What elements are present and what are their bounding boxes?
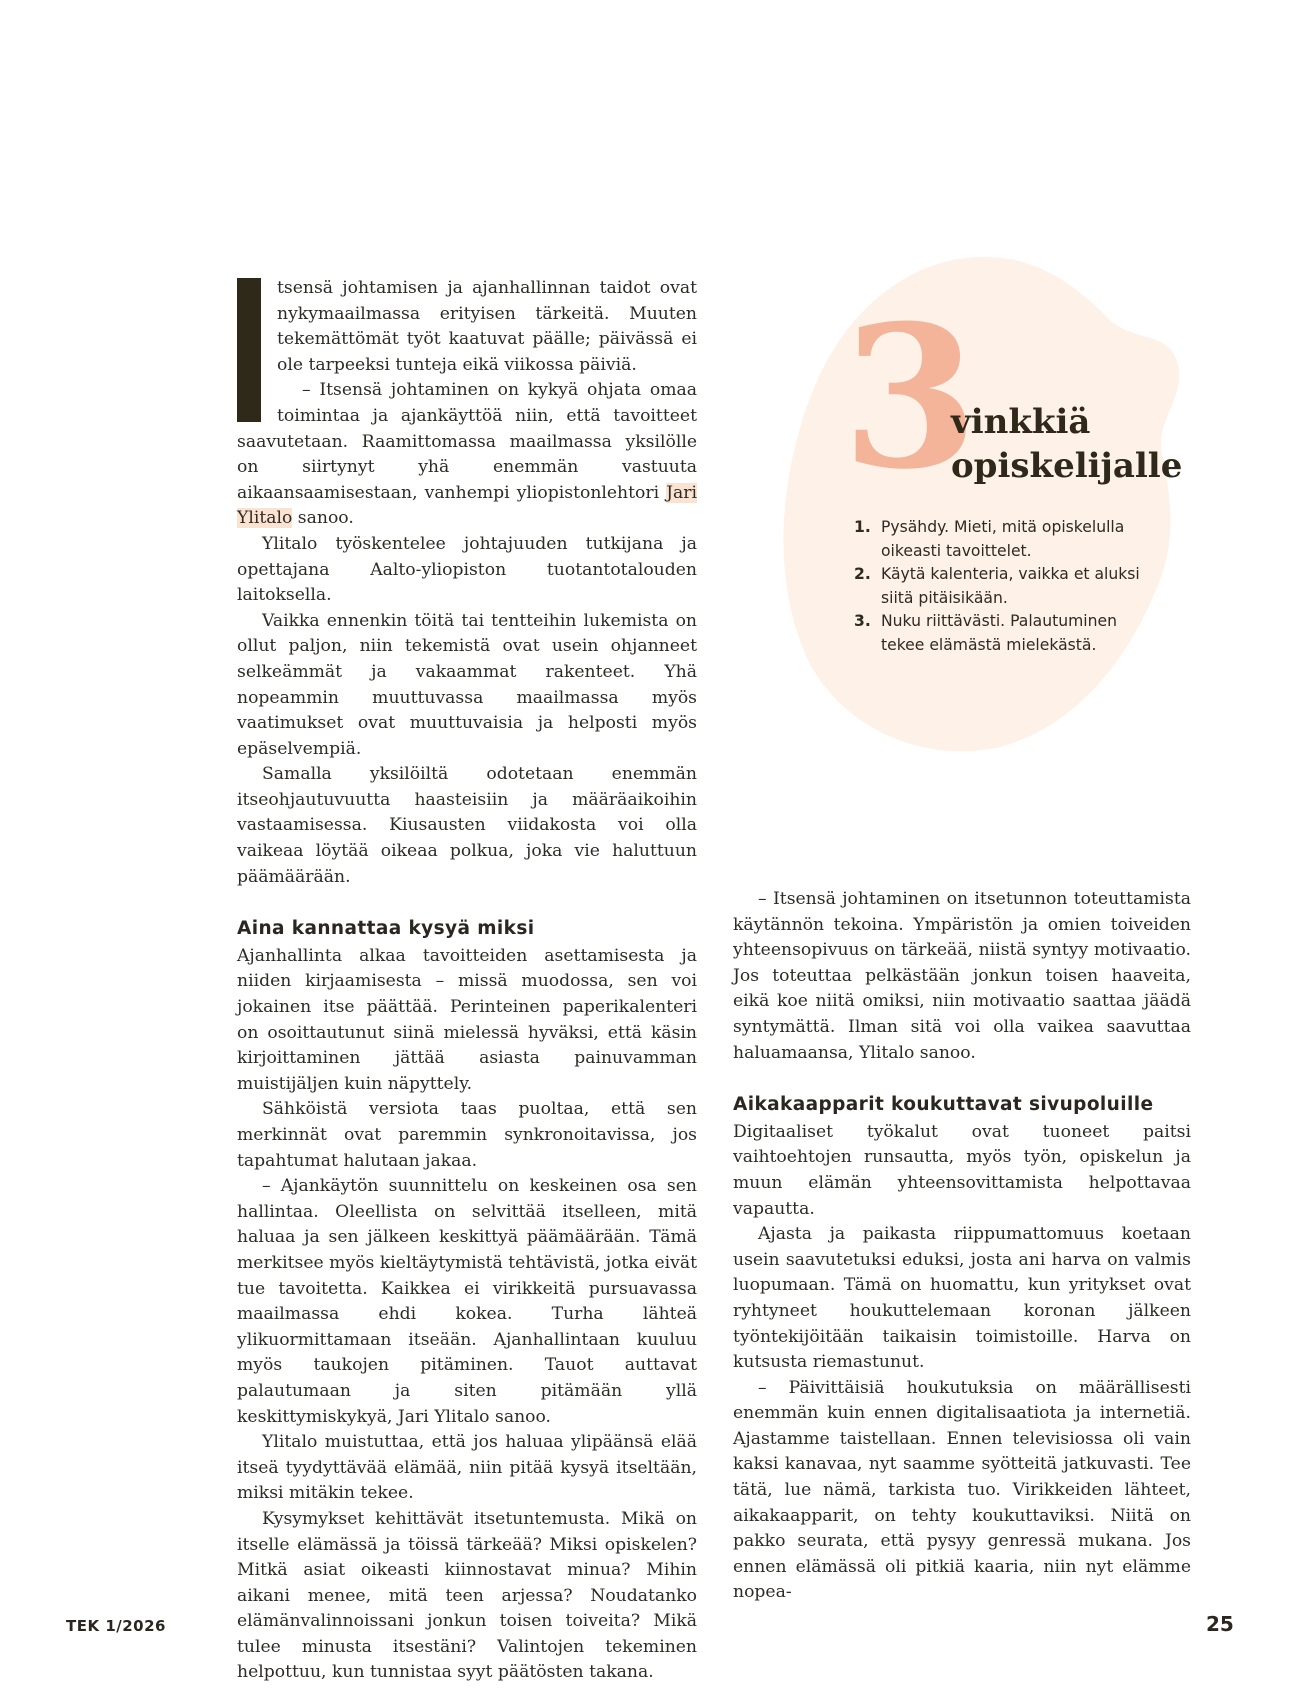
tip-number: 3.	[854, 612, 871, 631]
paragraph: – Itsensä johtaminen on itsetunnon toteuttamista käytännön tekoina. Ympäristön ja omien toiveiden yhteensopivuus on tärkeää, niistä syntyy motivaatio. Jos toteuttaa pelkästään jonkun toisen haaveita, eikä koe niitä omiksi, niin motivaatio saattaa jäädä syntymättä. Ilman sitä voi olla vaikea saavuttaa haluamaansa, Ylitalo sanoo.	[733, 889, 1191, 1063]
sidebar-title-line1: vinkkiä	[951, 402, 1091, 442]
article-column-left	[237, 276, 697, 1686]
section-heading: Aina kannattaa kysyä miksi	[237, 918, 535, 940]
paragraph: Ajasta ja paikasta riippumattomuus koetaan usein saavutetuksi eduksi, josta ani harva on valmis luopumaan. Tämä on huomattu, kun yritykset ovat ryhtyneet houkuttelemaan koronan jälkeen työntekijöitään taikaisin toimistoille. Harva on kutsusta riemastunut.	[733, 1224, 1191, 1373]
tip-item	[854, 563, 1144, 610]
sidebar-title	[951, 400, 1182, 488]
sidebar-title-line2: opiskelijalle	[951, 446, 1183, 486]
paragraph-text: sanoo.	[292, 508, 354, 529]
article-column-right	[733, 887, 1191, 1606]
paragraph: Ylitalo muistuttaa, että jos haluaa ylipäänsä elää itseä tyydyttävää elämää, niin pitää kysyä itseltään, miksi mitäkin tekee.	[237, 1432, 697, 1504]
tips-list	[854, 516, 1144, 658]
tip-number: 1.	[854, 518, 871, 536]
paragraph: Kysymykset kehittävät itsetuntemusta. Mikä on itselle elämässä ja töissä tärkeää? Miksi opiskelen? Mitkä asiat oikeasti kiinnostavat minua? Mihin aikani menee, mitä teen arjessa? Noudatanko elämänvalinnoissani jonkun toisen toiveita? Mikä tulee minusta itsestäni? Valintojen tekeminen helpottuu, kun tunnistaa syyt päätösten takana.	[237, 1508, 697, 1683]
paragraph: – Päivittäisiä houkutuksia on määrällisesti enemmän kuin ennen digitalisaatiota ja internetiä. Ajastamme taistellaan. Ennen televisiossa oli vain kaksi kanavaa, nyt saamme syötteitä jatkuvasti. Tee tätä, lue nämä, tarkista tuo. Virikkeiden lähteet, aikakaapparit, on tehty koukuttaviksi. Niitä on pakko seurata, että pysyy genressä mukana. Jos ennen elämässä oli pitkiä kaaria, niin nyt elämme nopea-	[733, 1377, 1191, 1603]
section-heading: Aikakaapparit koukuttavat sivupoluille	[733, 1094, 1154, 1116]
paragraph: – Ajankäytön suunnittelu on keskeinen osa sen hallintaa. Oleellista on selvittää itselleen, mitä haluaa ja sen jälkeen keskittyä päämäärään. Tämä merkitsee myös kieltäytymistä tehtävistä, jotka eivät tue tavoitetta. Kaikkea ei virikkeitä pursuavassa maailmassa ehdi kokea. Turha lähteä ylikuormittamaan itseään. Ajanhallintaan kuuluu myös taukojen pitäminen. Tauot auttavat palautumaan ja siten pitämään yllä keskittymiskykyä, Jari Ylitalo sanoo.	[237, 1176, 697, 1427]
tip-item	[854, 610, 1144, 657]
tip-number: 2.	[854, 565, 871, 584]
tip-text: Käytä kalenteria, vaikka et aluksi siitä pitäisikään.	[881, 565, 1140, 607]
highlighted-name: Jari Ylitalo	[237, 482, 697, 529]
tip-item	[854, 516, 1144, 563]
paragraph: Digitaaliset työkalut ovat tuoneet paitsi vaihtoehtojen runsautta, myös työn, opiskelun ja muun elämän yhteensovittamista helpottavaa vapautta.	[733, 1121, 1191, 1219]
paragraph	[237, 378, 697, 532]
paragraph: Ajanhallinta alkaa tavoitteiden asettamisesta ja niiden kirjaamisesta – missä muodossa, sen voi jokainen itse päättää. Perinteinen paperikalenteri on osoittautunut siinä mielessä hyväksi, että käsin kirjoittaminen jättää asiasta painuvamman muistijäljen kuin näpyttely.	[237, 945, 697, 1094]
magazine-issue: TEK 1/2026	[66, 1617, 166, 1635]
intro-paragraph: tsensä johtamisen ja ajanhallinnan taidot ovat nykymaailmassa erityisen tärkeitä. Muuten tekemättömät työt kaatuvat päälle; päivässä ei ole tarpeeksi tunteja eikä viikossa päiviä.	[277, 278, 697, 375]
drop-cap-block	[237, 278, 261, 422]
paragraph: Ylitalo työskentelee johtajuuden tutkijana ja opettajana Aalto-yliopiston tuotantotalouden laitoksella.	[237, 533, 697, 606]
sidebar-blob-background	[780, 255, 1183, 755]
tip-text: Nuku riittävästi. Palautuminen tekee elämästä mielekästä.	[881, 612, 1117, 654]
paragraph-text: – Itsensä johtaminen on kykyä ohjata omaa toimintaa ja ajankäyttöä niin, että tavoitteet saavutetaan. Raamittomassa maailmassa yksilölle on siirtynyt yhä enemmän vastuuta aikaansaamisestaan, vanhempi yliopistonlehtori	[237, 380, 697, 503]
paragraph: Vaikka ennenkin töitä tai tentteihin lukemista on ollut paljon, niin tekemistä ovat usein ohjanneet selkeämmät ja vakaammat rakenteet. Yhä nopeammin muuttuvassa maailmassa myös vaatimukset ovat muuttuvaisia ja helposti myös epäselvempiä.	[237, 610, 697, 759]
tip-text: Pysähdy. Mieti, mitä opiskelulla oikeasti tavoittelet.	[881, 518, 1125, 560]
tips-sidebar	[780, 255, 1183, 755]
paragraph: Samalla yksilöiltä odotetaan enemmän itseohjautuvuutta haasteisiin ja määräaikoihin vastaamisessa. Kiusausten viidakosta voi olla vaikeaa löytää oikeaa polkua, joka vie haluttuun päämäärään.	[237, 764, 697, 887]
sidebar-big-number: 3	[842, 283, 979, 513]
paragraph: Sähköistä versiota taas puoltaa, että sen merkinnät ovat paremmin synkronoitavissa, jos tapahtumat halutaan jakaa.	[237, 1099, 697, 1171]
page-number: 25	[1206, 1612, 1234, 1636]
